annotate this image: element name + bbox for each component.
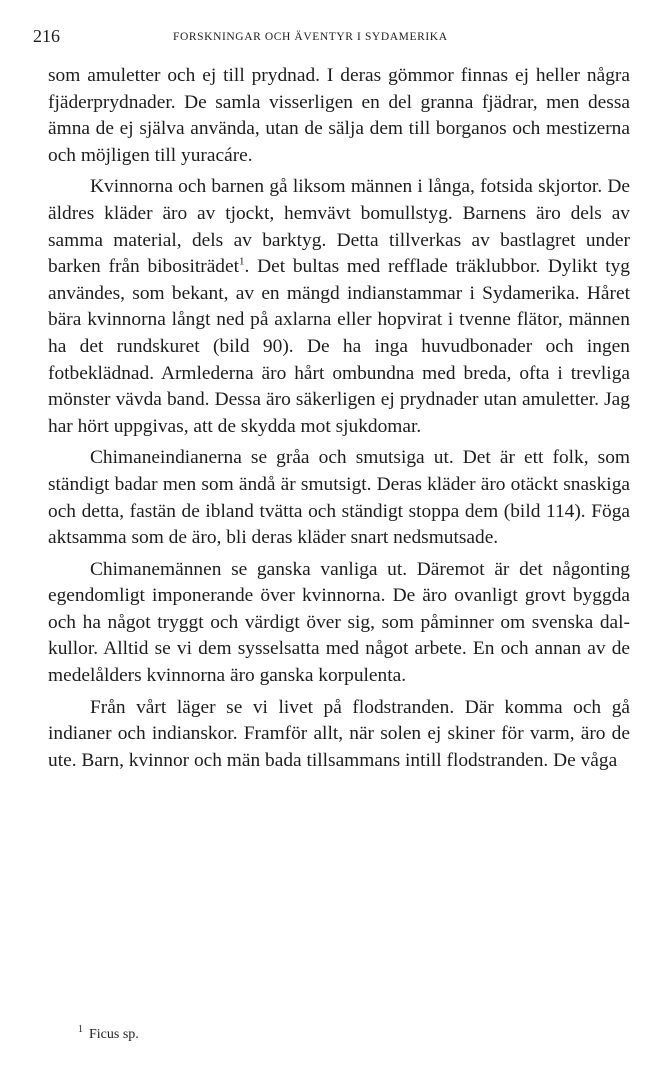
footnote — [78, 1024, 139, 1043]
paragraph-2-part-a: Kvinnorna och barnen gå liksom männen i långa, fotsida skjortor. De äldres kläder äro av tjockt, hemvävt bomullstyg. Barnens äro dels av samma material, dels av barktyg. Detta tillverkas av bastlagret under barken från bibositrädet — [48, 176, 630, 278]
footnote-text: Ficus sp. — [89, 1027, 139, 1042]
paragraph-2-part-b: . Det bultas med refflade träklubbor. Dylikt tyg användes, som bekant, av en mängd indianstammar i Sydamerika. Håret bära kvinnorna långt ned på axlarna eller hopvirat i tvenne flätor, männen ha det rundskuret (bild 90). De ha inga huvudbonader och ingen fotbeklädnad. Armlederna äro hårt ombundna med breda, ofta i trevliga mönster vävda band. Dessa äro säkerligen ej prydnader utan amuletter. Jag har hört uppgivas, att de skydda mot sjukdomar. — [48, 256, 630, 437]
paragraph-4: Chimanemännen se ganska vanliga ut. Däremot är det någonting egendomligt imponerande över kvinnorna. De äro ovanligt grovt byggda och ha något tryggt och värdigt över sig, som påminner om svenska dalkullor. Alltid se vi dem sysselsatta med något arbete. En och annan av de medelålders kvinnorna äro ganska korpulenta. — [48, 558, 630, 687]
footnote-number: 1 — [78, 1024, 83, 1036]
footnote-reference: 1 — [239, 255, 245, 268]
paragraph-2 — [48, 174, 630, 440]
running-head — [33, 26, 633, 48]
running-title: FORSKNINGAR OCH ÄVENTYR I SYDAMERIKA — [173, 31, 448, 43]
paragraph-3: Chimaneindianerna se gråa och smutsiga ut. Det är ett folk, som ständigt badar men som ändå är smutsigt. Deras kläder äro otäckt snaskiga och detta, fastän de ibland tvätta och ständigt stoppa dem (bild 114). Föga aktsamma som de äro, bli deras kläder snart nedsmutsade. — [48, 447, 630, 549]
paragraph-1: som amuletter och ej till prydnad. I deras gömmor finnas ej heller några fjäderprydnader. De samla visserligen en del granna fjädrar, men dessa ämna de ej själva använda, utan de sälja dem till borganos och mestizerna och möjligen till yuracáre. — [48, 65, 630, 166]
body-text — [48, 63, 630, 774]
paragraph-5: Från vårt läger se vi livet på flodstranden. Där komma och gå indianer och indianskor. Framför allt, när solen ej skiner för varm, äro de ute. Barn, kvinnor och män bada tillsammans intill flodstranden. De våga — [48, 696, 630, 771]
page-number: 216 — [33, 26, 60, 46]
